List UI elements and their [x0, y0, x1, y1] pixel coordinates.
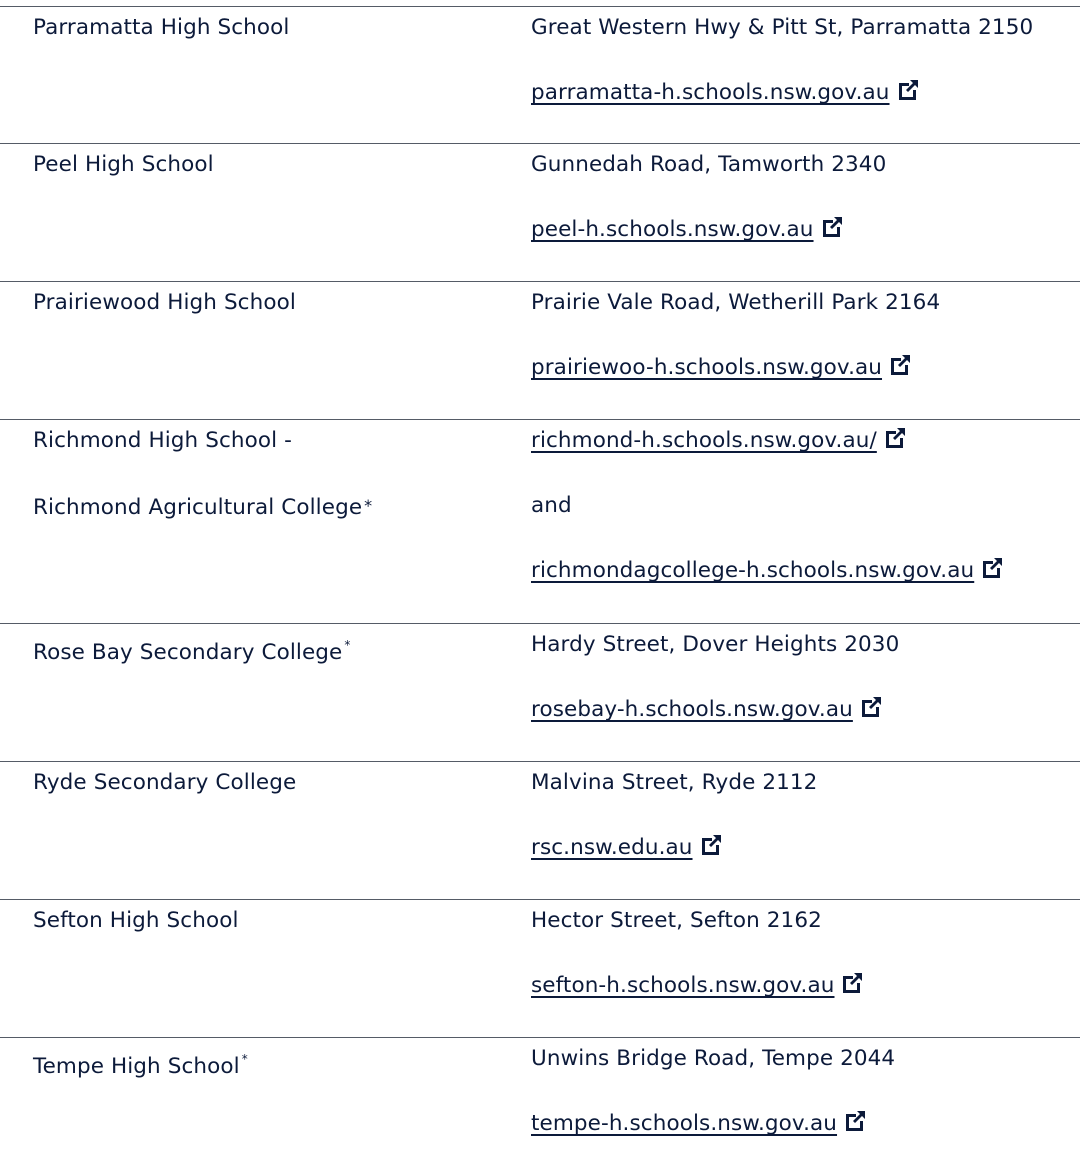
external-link-icon[interactable]: [888, 353, 912, 377]
school-name: Ryde Secondary College: [33, 770, 297, 795]
school-info-cell: [531, 906, 1071, 1036]
external-link-icon[interactable]: [859, 695, 883, 719]
school-website-link[interactable]: richmond-h.schools.nsw.gov.au/: [531, 428, 877, 453]
school-info-cell: [531, 1044, 1071, 1174]
external-link-icon[interactable]: [843, 1109, 867, 1133]
school-info-cell: [531, 13, 1071, 143]
school-website-link[interactable]: tempe-h.schools.nsw.gov.au: [531, 1111, 838, 1136]
external-link-icon[interactable]: [840, 971, 864, 995]
footnote-mark: *: [364, 496, 373, 515]
school-address: Prairie Vale Road, Wetherill Park 2164: [531, 290, 941, 315]
school-website-link[interactable]: rosebay-h.schools.nsw.gov.au: [531, 697, 853, 722]
table-row: [0, 144, 1080, 282]
external-link-icon[interactable]: [980, 556, 1004, 580]
school-link-line: [531, 426, 1071, 491]
footnote-mark: *: [241, 1052, 248, 1066]
school-website-link[interactable]: parramatta-h.schools.nsw.gov.au: [531, 80, 890, 105]
school-name-line: [33, 1044, 503, 1109]
school-website-link[interactable]: rsc.nsw.edu.au: [531, 835, 693, 860]
schools-table: [0, 6, 1080, 1176]
school-link-line: [531, 78, 1071, 143]
school-website-link[interactable]: prairiewoo-h.schools.nsw.gov.au: [531, 355, 883, 380]
school-name-cell: [33, 1044, 503, 1109]
school-website-link[interactable]: sefton-h.schools.nsw.gov.au: [531, 973, 835, 998]
table-row: [0, 6, 1080, 144]
school-name: Peel High School: [33, 152, 214, 177]
school-info-cell: [531, 630, 1071, 760]
school-name-part: Richmond Agricultural College: [33, 495, 363, 520]
school-name-cell: [33, 426, 503, 556]
school-address: Hector Street, Sefton 2162: [531, 908, 822, 933]
school-name-cell: [33, 288, 503, 353]
school-info-cell: [531, 426, 1071, 621]
table-row: [0, 1038, 1080, 1176]
school-link-line: [531, 556, 1071, 621]
school-name-cell: [33, 906, 503, 971]
school-name-line: [33, 630, 503, 695]
school-address: Malvina Street, Ryde 2112: [531, 770, 818, 795]
table-row: [0, 624, 1080, 762]
table-row: [0, 900, 1080, 1038]
footnote-mark: *: [344, 638, 351, 652]
school-website-link[interactable]: peel-h.schools.nsw.gov.au: [531, 217, 814, 242]
school-address: Hardy Street, Dover Heights 2030: [531, 632, 900, 657]
school-info-cell: [531, 768, 1071, 898]
school-address: Unwins Bridge Road, Tempe 2044: [531, 1046, 896, 1071]
school-link-line: [531, 971, 1071, 1036]
school-info-cell: [531, 150, 1071, 280]
school-address: Great Western Hwy & Pitt St, Parramatta 2150: [531, 15, 1034, 40]
college-website-link[interactable]: richmondagcollege-h.schools.nsw.gov.au: [531, 558, 975, 583]
school-name: Tempe High School: [33, 1054, 240, 1079]
school-link-line: [531, 353, 1071, 418]
and-text: and: [531, 493, 572, 518]
external-link-icon[interactable]: [699, 833, 723, 857]
school-name-cell: [33, 630, 503, 695]
school-name-cell: [33, 150, 503, 215]
school-name-cell: [33, 13, 503, 78]
school-link-line: [531, 215, 1071, 280]
school-name: Sefton High School: [33, 908, 239, 933]
table-row: [0, 420, 1080, 624]
table-row: [0, 282, 1080, 420]
external-link-icon[interactable]: [883, 426, 907, 450]
school-info-cell: [531, 288, 1071, 418]
school-link-line: [531, 1109, 1071, 1174]
table-row: [0, 762, 1080, 900]
school-name: Parramatta High School: [33, 15, 290, 40]
school-name: Rose Bay Secondary College: [33, 640, 343, 665]
school-name: Prairiewood High School: [33, 290, 296, 315]
school-name: Richmond High School -: [33, 428, 292, 453]
school-name-continued: [33, 491, 503, 556]
school-link-line: [531, 833, 1071, 898]
external-link-icon[interactable]: [896, 78, 920, 102]
external-link-icon[interactable]: [820, 215, 844, 239]
school-link-line: [531, 695, 1071, 760]
school-address: Gunnedah Road, Tamworth 2340: [531, 152, 887, 177]
school-name-cell: [33, 768, 503, 833]
